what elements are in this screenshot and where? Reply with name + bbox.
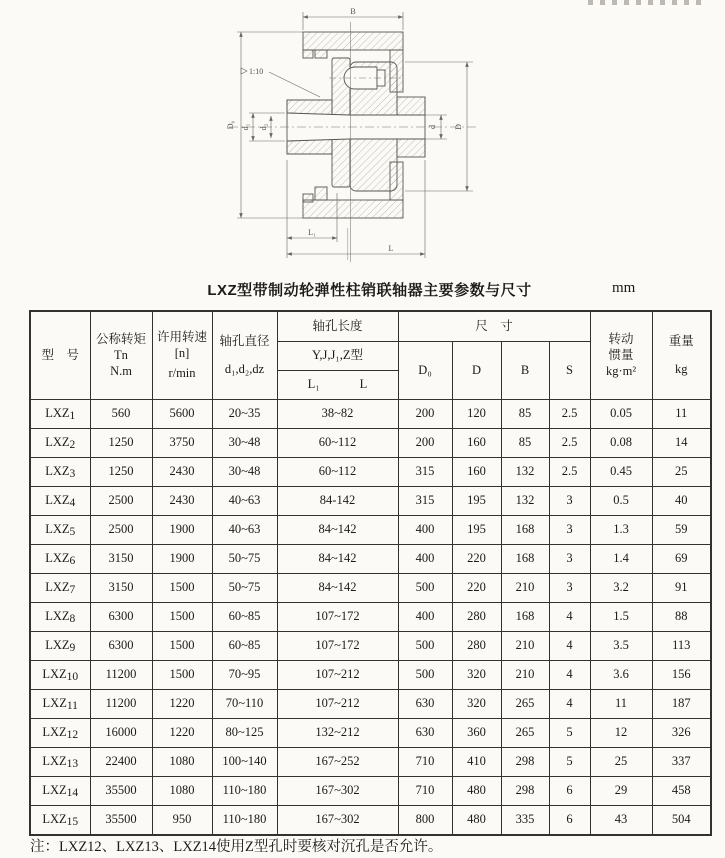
header-inertia: 转动 惯量 kg·m² <box>590 311 652 399</box>
value-cell: 11200 <box>90 689 152 718</box>
value-cell: 107~212 <box>277 689 398 718</box>
value-cell: 410 <box>452 747 501 776</box>
value-cell: 1080 <box>152 776 212 805</box>
table-row <box>30 660 711 689</box>
value-cell: 5 <box>549 747 590 776</box>
cropped-text-fragment <box>588 0 702 5</box>
value-cell: 30~48 <box>212 457 277 486</box>
value-cell: 560 <box>90 399 152 428</box>
value-cell: 210 <box>501 631 549 660</box>
value-cell: 500 <box>398 660 452 689</box>
value-cell: 29 <box>590 776 652 805</box>
value-cell: 210 <box>501 660 549 689</box>
value-cell: 2.5 <box>549 428 590 457</box>
left-hub-lower <box>287 139 332 154</box>
value-cell: 167~302 <box>277 776 398 805</box>
table-row <box>30 689 711 718</box>
taper-leader-line <box>269 72 320 97</box>
model-cell: LXZ7 <box>30 573 90 602</box>
value-cell: 3 <box>549 573 590 602</box>
dim-label-D0: D₀ <box>226 120 235 130</box>
value-cell: 3 <box>549 515 590 544</box>
value-cell: 710 <box>398 776 452 805</box>
model-cell: LXZ11 <box>30 689 90 718</box>
value-cell: 160 <box>452 457 501 486</box>
brake-drum-bottom-rim <box>303 200 403 218</box>
dim-label-B: B <box>350 7 356 16</box>
value-cell: 25 <box>652 457 711 486</box>
header-length-types: Y,J,J₁,Z型 <box>277 341 398 370</box>
value-cell: 110~180 <box>212 805 277 835</box>
value-cell: 6 <box>549 805 590 835</box>
value-cell: 2.5 <box>549 399 590 428</box>
value-cell: 1900 <box>152 515 212 544</box>
value-cell: 504 <box>652 805 711 835</box>
value-cell: 1220 <box>152 718 212 747</box>
header-speed: 许用转速 [n] r/min <box>152 311 212 399</box>
dim-label-d2: d₂ <box>259 123 268 131</box>
dim-label-L: L <box>388 244 394 253</box>
value-cell: 1900 <box>152 544 212 573</box>
value-cell: 3.5 <box>590 631 652 660</box>
drum-web-top <box>315 50 327 58</box>
value-cell: 85 <box>501 399 549 428</box>
value-cell: 35500 <box>90 805 152 835</box>
value-cell: 38~82 <box>277 399 398 428</box>
header-size-D: D <box>452 341 501 399</box>
value-cell: 6300 <box>90 631 152 660</box>
value-cell: 60~112 <box>277 457 398 486</box>
value-cell: 60~85 <box>212 602 277 631</box>
coupling-section-drawing <box>225 4 480 266</box>
drum-step-top <box>303 50 313 58</box>
right-hub-lower <box>397 139 425 157</box>
value-cell: 315 <box>398 457 452 486</box>
value-cell: 3.6 <box>590 660 652 689</box>
header-bore-diameter: 轴孔直径 d₁,d₂,dz <box>212 311 277 399</box>
table-title: LXZ型带制动轮弹性柱销联轴器主要参数与尺寸 <box>207 282 532 299</box>
value-cell: 88 <box>652 602 711 631</box>
value-cell: 2430 <box>152 486 212 515</box>
taper-symbol-icon <box>241 68 247 74</box>
value-cell: 70~110 <box>212 689 277 718</box>
dim-label-d: d <box>428 125 437 129</box>
value-cell: 710 <box>398 747 452 776</box>
model-cell: LXZ15 <box>30 805 90 835</box>
table-row <box>30 457 711 486</box>
value-cell: 1.5 <box>590 602 652 631</box>
value-cell: 1250 <box>90 428 152 457</box>
value-cell: 40~63 <box>212 515 277 544</box>
value-cell: 70~95 <box>212 660 277 689</box>
table-row <box>30 747 711 776</box>
dim-label-L1: L₁ <box>308 228 316 237</box>
value-cell: 35500 <box>90 776 152 805</box>
value-cell: 107~172 <box>277 602 398 631</box>
value-cell: 315 <box>398 486 452 515</box>
value-cell: 220 <box>452 544 501 573</box>
value-cell: 195 <box>452 486 501 515</box>
model-cell: LXZ3 <box>30 457 90 486</box>
value-cell: 400 <box>398 602 452 631</box>
dim-taper <box>241 67 320 97</box>
header-L: L <box>359 377 368 392</box>
model-cell: LXZ9 <box>30 631 90 660</box>
table-row <box>30 718 711 747</box>
table-row <box>30 776 711 805</box>
value-cell: 167~302 <box>277 805 398 835</box>
value-cell: 6 <box>549 776 590 805</box>
value-cell: 11200 <box>90 660 152 689</box>
dim-B <box>303 7 403 30</box>
value-cell: 3 <box>549 544 590 573</box>
table-row <box>30 631 711 660</box>
value-cell: 30~48 <box>212 428 277 457</box>
value-cell: 220 <box>452 573 501 602</box>
value-cell: 6300 <box>90 602 152 631</box>
value-cell: 69 <box>652 544 711 573</box>
value-cell: 3150 <box>90 573 152 602</box>
value-cell: 2.5 <box>549 457 590 486</box>
value-cell: 22400 <box>90 747 152 776</box>
value-cell: 60~112 <box>277 428 398 457</box>
header-weight: 重量 kg <box>652 311 711 399</box>
value-cell: 132 <box>501 486 549 515</box>
drum-step-bottom <box>303 194 313 202</box>
value-cell: 120 <box>452 399 501 428</box>
value-cell: 107~212 <box>277 660 398 689</box>
value-cell: 50~75 <box>212 544 277 573</box>
value-cell: 195 <box>452 515 501 544</box>
value-cell: 210 <box>501 573 549 602</box>
model-cell: LXZ8 <box>30 602 90 631</box>
value-cell: 5600 <box>152 399 212 428</box>
value-cell: 11 <box>652 399 711 428</box>
value-cell: 12 <box>590 718 652 747</box>
value-cell: 4 <box>549 689 590 718</box>
dim-label-taper: 1:10 <box>249 67 264 76</box>
dim-label-D: D <box>454 124 463 130</box>
table-row <box>30 486 711 515</box>
value-cell: 950 <box>152 805 212 835</box>
value-cell: 16000 <box>90 718 152 747</box>
value-cell: 1500 <box>152 602 212 631</box>
table-row <box>30 515 711 544</box>
value-cell: 40~63 <box>212 486 277 515</box>
header-size-group: 尺 寸 <box>398 311 590 341</box>
value-cell: 1250 <box>90 457 152 486</box>
value-cell: 20~35 <box>212 399 277 428</box>
value-cell: 3750 <box>152 428 212 457</box>
value-cell: 500 <box>398 573 452 602</box>
model-cell: LXZ13 <box>30 747 90 776</box>
value-cell: 320 <box>452 660 501 689</box>
value-cell: 84-142 <box>277 486 398 515</box>
value-cell: 2430 <box>152 457 212 486</box>
value-cell: 100~140 <box>212 747 277 776</box>
drum-web-bottom <box>315 187 327 200</box>
value-cell: 59 <box>652 515 711 544</box>
header-torque: 公称转矩Tn N.m <box>90 311 152 399</box>
value-cell: 50~75 <box>212 573 277 602</box>
header-size-S: S <box>549 341 590 399</box>
value-cell: 84~142 <box>277 515 398 544</box>
table-row <box>30 805 711 835</box>
model-cell: LXZ5 <box>30 515 90 544</box>
value-cell: 200 <box>398 399 452 428</box>
value-cell: 4 <box>549 631 590 660</box>
value-cell: 3.2 <box>590 573 652 602</box>
value-cell: 110~180 <box>212 776 277 805</box>
value-cell: 1.4 <box>590 544 652 573</box>
header-size-D0: D₀ <box>398 341 452 399</box>
value-cell: 84~142 <box>277 544 398 573</box>
value-cell: 630 <box>398 689 452 718</box>
value-cell: 113 <box>652 631 711 660</box>
value-cell: 480 <box>452 776 501 805</box>
model-cell: LXZ1 <box>30 399 90 428</box>
header-model: 型 号 <box>30 311 90 399</box>
value-cell: 80~125 <box>212 718 277 747</box>
value-cell: 265 <box>501 689 549 718</box>
value-cell: 14 <box>652 428 711 457</box>
value-cell: 630 <box>398 718 452 747</box>
parameters-table <box>29 310 712 836</box>
header-size-B: B <box>501 341 549 399</box>
value-cell: 265 <box>501 718 549 747</box>
table-body <box>30 399 711 835</box>
footnote: 注：LXZ12、LXZ13、LXZ14使用Z型孔时要核对沉孔是否允许。 <box>30 839 443 855</box>
model-cell: LXZ6 <box>30 544 90 573</box>
value-cell: 0.45 <box>590 457 652 486</box>
value-cell: 167~252 <box>277 747 398 776</box>
value-cell: 280 <box>452 631 501 660</box>
value-cell: 0.5 <box>590 486 652 515</box>
header-length-L1-L <box>277 370 398 399</box>
header-L1: L₁ <box>307 377 320 392</box>
value-cell: 187 <box>652 689 711 718</box>
value-cell: 480 <box>452 805 501 835</box>
value-cell: 168 <box>501 544 549 573</box>
value-cell: 335 <box>501 805 549 835</box>
value-cell: 40 <box>652 486 711 515</box>
value-cell: 2500 <box>90 515 152 544</box>
model-cell: LXZ4 <box>30 486 90 515</box>
value-cell: 200 <box>398 428 452 457</box>
value-cell: 156 <box>652 660 711 689</box>
value-cell: 3 <box>549 486 590 515</box>
value-cell: 298 <box>501 776 549 805</box>
unit-label: mm <box>612 280 636 296</box>
dim-label-d1: d₁ <box>241 123 250 131</box>
value-cell: 160 <box>452 428 501 457</box>
value-cell: 337 <box>652 747 711 776</box>
value-cell: 25 <box>590 747 652 776</box>
dim-d <box>425 115 447 139</box>
table-row <box>30 602 711 631</box>
value-cell: 1080 <box>152 747 212 776</box>
value-cell: 11 <box>590 689 652 718</box>
value-cell: 320 <box>452 689 501 718</box>
value-cell: 298 <box>501 747 549 776</box>
value-cell: 360 <box>452 718 501 747</box>
value-cell: 2500 <box>90 486 152 515</box>
value-cell: 1500 <box>152 573 212 602</box>
value-cell: 1.3 <box>590 515 652 544</box>
value-cell: 0.05 <box>590 399 652 428</box>
table-row <box>30 428 711 457</box>
value-cell: 168 <box>501 515 549 544</box>
value-cell: 458 <box>652 776 711 805</box>
value-cell: 4 <box>549 660 590 689</box>
value-cell: 280 <box>452 602 501 631</box>
value-cell: 84~142 <box>277 573 398 602</box>
value-cell: 132 <box>501 457 549 486</box>
value-cell: 85 <box>501 428 549 457</box>
value-cell: 91 <box>652 573 711 602</box>
value-cell: 132~212 <box>277 718 398 747</box>
value-cell: 43 <box>590 805 652 835</box>
brake-drum-top-rim <box>303 32 403 50</box>
value-cell: 1500 <box>152 660 212 689</box>
value-cell: 5 <box>549 718 590 747</box>
value-cell: 168 <box>501 602 549 631</box>
model-cell: LXZ12 <box>30 718 90 747</box>
value-cell: 500 <box>398 631 452 660</box>
value-cell: 800 <box>398 805 452 835</box>
value-cell: 1500 <box>152 631 212 660</box>
header-bore-length-group: 轴孔长度 <box>277 311 398 341</box>
right-hub-upper <box>397 97 425 115</box>
value-cell: 1220 <box>152 689 212 718</box>
value-cell: 60~85 <box>212 631 277 660</box>
value-cell: 4 <box>549 602 590 631</box>
value-cell: 0.08 <box>590 428 652 457</box>
model-cell: LXZ2 <box>30 428 90 457</box>
table-row <box>30 544 711 573</box>
value-cell: 107~172 <box>277 631 398 660</box>
table-header <box>30 311 711 399</box>
model-cell: LXZ14 <box>30 776 90 805</box>
table-row <box>30 573 711 602</box>
left-hub-upper <box>287 100 332 115</box>
model-cell: LXZ10 <box>30 660 90 689</box>
value-cell: 3150 <box>90 544 152 573</box>
value-cell: 400 <box>398 544 452 573</box>
value-cell: 326 <box>652 718 711 747</box>
table-row <box>30 399 711 428</box>
value-cell: 400 <box>398 515 452 544</box>
